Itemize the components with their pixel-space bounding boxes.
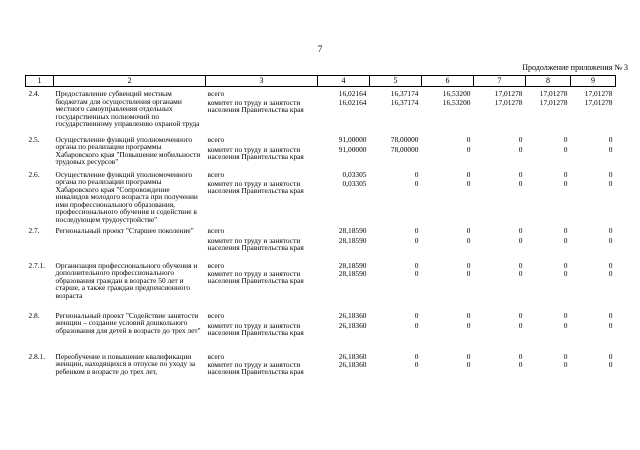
value-cell: 0	[608, 360, 613, 369]
row-code: 2.8.	[28, 310, 40, 320]
value-cell: 17,01278	[494, 98, 523, 107]
col-header: 6	[422, 76, 474, 87]
value-cell: 0	[518, 260, 523, 270]
table-row	[26, 259, 616, 270]
value-cell: 0	[414, 179, 419, 188]
row-code: 2.7.	[28, 225, 40, 235]
value-cell: 0	[608, 134, 613, 144]
row-name: Предоставление субвенций местным бюджетам для осуществления органами местного самоуправления отдельных государственных полномочий по государственному управлению охраной труда	[55, 89, 200, 129]
executor-cell: комитет по труду и занятости населения Правительства края	[207, 236, 304, 253]
value-cell: 0	[563, 236, 568, 245]
value-cell: 0	[518, 321, 523, 330]
value-cell: 0	[518, 225, 523, 235]
value-cell: 0	[563, 310, 568, 320]
value-cell: 17,01278	[494, 89, 523, 98]
col-header: 8	[526, 76, 571, 87]
executor-cell: всего	[207, 225, 225, 235]
value-cell: 0	[518, 134, 523, 144]
value-cell: 28,18590	[338, 236, 367, 245]
value-cell: 28,18590	[338, 225, 367, 235]
value-cell: 0	[518, 169, 523, 179]
value-cell: 16,53200	[442, 98, 471, 107]
value-cell: 0	[608, 269, 613, 278]
table-row	[26, 133, 616, 146]
value-cell: 0	[466, 360, 471, 369]
col-header: 7	[474, 76, 526, 87]
value-cell: 0	[466, 145, 471, 154]
value-cell: 0	[563, 269, 568, 278]
table-row	[26, 87, 616, 99]
col-header: 2	[54, 76, 206, 87]
value-cell: 0	[466, 321, 471, 330]
value-cell: 16,37174	[390, 98, 419, 107]
col-header: 9	[571, 76, 616, 87]
value-cell: 0	[608, 236, 613, 245]
value-cell: 16,37174	[390, 89, 419, 98]
executor-cell: комитет по труду и занятости населения Правительства края	[207, 179, 304, 196]
row-name: Переобучение и повышение квалификации женщин, находящихся в отпуске по уходу за ребенком в возрасте до трех лет,	[55, 351, 196, 376]
value-cell: 0	[466, 310, 471, 320]
executor-cell: комитет по труду и занятости населения Правительства края	[207, 98, 304, 115]
budget-table	[25, 75, 616, 391]
value-cell: 0	[608, 225, 613, 235]
value-cell: 0	[414, 269, 419, 278]
value-cell: 91,00000	[338, 134, 367, 144]
row-name: Осуществление функций уполномоченного органа по реализации программы Хабаровского края "Сопровождение инвалидов молодого возраста при получении ими профессионального образования, профессионального обучения и содействие в последующем трудоустройстве"	[55, 169, 198, 224]
value-cell: 17,01278	[584, 89, 613, 98]
executor-cell: всего	[207, 351, 225, 361]
value-cell: 0	[563, 225, 568, 235]
row-code: 2.7.1.	[28, 260, 46, 270]
continuation-note: Продолжение приложения № 3	[522, 63, 628, 72]
value-cell: 0	[466, 351, 471, 361]
col-header: 4	[318, 76, 370, 87]
executor-cell: всего	[207, 260, 225, 270]
value-cell: 0	[563, 134, 568, 144]
value-cell: 78,00000	[390, 145, 419, 154]
value-cell: 78,00000	[390, 134, 419, 144]
value-cell: 0	[608, 351, 613, 361]
row-name: Организация профессионального обучения и дополнительного профессионального образования граждан в возрасте 50 лет и старше, а также граждан предпенсионного возраста	[55, 260, 198, 301]
value-cell: 0	[466, 169, 471, 179]
value-cell: 0	[518, 145, 523, 154]
value-cell: 16,53200	[442, 89, 471, 98]
executor-cell: всего	[207, 134, 225, 144]
value-cell: 0	[466, 179, 471, 188]
value-cell: 0	[518, 269, 523, 278]
value-cell: 0	[608, 179, 613, 188]
row-name: Осуществление функций уполномоченного органа по реализации программы Хабаровского края "Повышение мобильности трудовых ресурсов"	[55, 134, 201, 167]
value-cell: 0	[414, 260, 419, 270]
executor-cell: комитет по труду и занятости населения Правительства края	[207, 269, 304, 286]
value-cell: 0	[518, 236, 523, 245]
executor-cell: комитет по труду и занятости населения Правительства края	[207, 360, 304, 377]
value-cell: 0	[466, 134, 471, 144]
row-name: Региональный проект "Старшее поколение"	[55, 225, 194, 235]
value-cell: 0	[563, 169, 568, 179]
value-cell: 91,00000	[338, 145, 367, 154]
value-cell: 0	[518, 360, 523, 369]
value-cell: 0	[414, 225, 419, 235]
row-code: 2.5.	[28, 134, 40, 144]
table-row	[26, 350, 616, 361]
value-cell: 0	[414, 360, 419, 369]
header-row	[26, 76, 616, 87]
value-cell: 17,01278	[539, 89, 568, 98]
value-cell: 28,18590	[338, 260, 367, 270]
value-cell: 0	[466, 225, 471, 235]
value-cell: 0	[608, 310, 613, 320]
value-cell: 0	[414, 169, 419, 179]
value-cell: 28,18590	[338, 269, 367, 278]
value-cell: 0	[563, 179, 568, 188]
value-cell: 0,03305	[342, 179, 367, 188]
table-row	[26, 168, 616, 180]
value-cell: 0	[414, 321, 419, 330]
value-cell: 26,18360	[338, 321, 367, 330]
value-cell: 0	[608, 260, 613, 270]
value-cell: 0	[608, 145, 613, 154]
col-header: 5	[370, 76, 422, 87]
value-cell: 0	[414, 310, 419, 320]
value-cell: 0	[563, 321, 568, 330]
value-cell: 0	[563, 145, 568, 154]
row-code: 2.8.1.	[28, 351, 46, 361]
executor-cell: комитет по труду и занятости населения Правительства края	[207, 321, 304, 338]
value-cell: 17,01278	[539, 98, 568, 107]
col-header: 3	[206, 76, 318, 87]
value-cell: 26,18360	[338, 351, 367, 361]
col-header: 1	[26, 76, 54, 87]
executor-cell: всего	[207, 89, 225, 98]
value-cell: 0	[608, 169, 613, 179]
executor-cell: всего	[207, 169, 225, 179]
value-cell: 0	[563, 260, 568, 270]
value-cell: 16,02164	[338, 89, 367, 98]
value-cell: 0	[466, 260, 471, 270]
value-cell: 0	[414, 351, 419, 361]
value-cell: 0	[518, 179, 523, 188]
table-row	[26, 224, 616, 237]
row-name: Региональный проект "Содействие занятости женщин – создание условий дошкольного образования для детей в возрасте до трех лет"	[55, 310, 201, 335]
executor-cell: комитет по труду и занятости населения Правительства края	[207, 145, 304, 162]
value-cell: 26,18360	[338, 310, 367, 320]
value-cell: 26,18360	[338, 360, 367, 369]
value-cell: 17,01278	[584, 98, 613, 107]
value-cell: 0	[466, 236, 471, 245]
value-cell: 0	[518, 351, 523, 361]
row-code: 2.4.	[28, 89, 40, 98]
page-number: 7	[317, 44, 323, 54]
value-cell: 0	[608, 321, 613, 330]
value-cell: 0	[414, 236, 419, 245]
value-cell: 0,03305	[342, 169, 367, 179]
executor-cell: всего	[207, 310, 225, 320]
value-cell: 0	[563, 360, 568, 369]
row-code: 2.6.	[28, 169, 40, 179]
table-row	[26, 309, 616, 322]
value-cell: 0	[518, 310, 523, 320]
value-cell: 0	[466, 269, 471, 278]
value-cell: 0	[563, 351, 568, 361]
value-cell: 16,02164	[338, 98, 367, 107]
